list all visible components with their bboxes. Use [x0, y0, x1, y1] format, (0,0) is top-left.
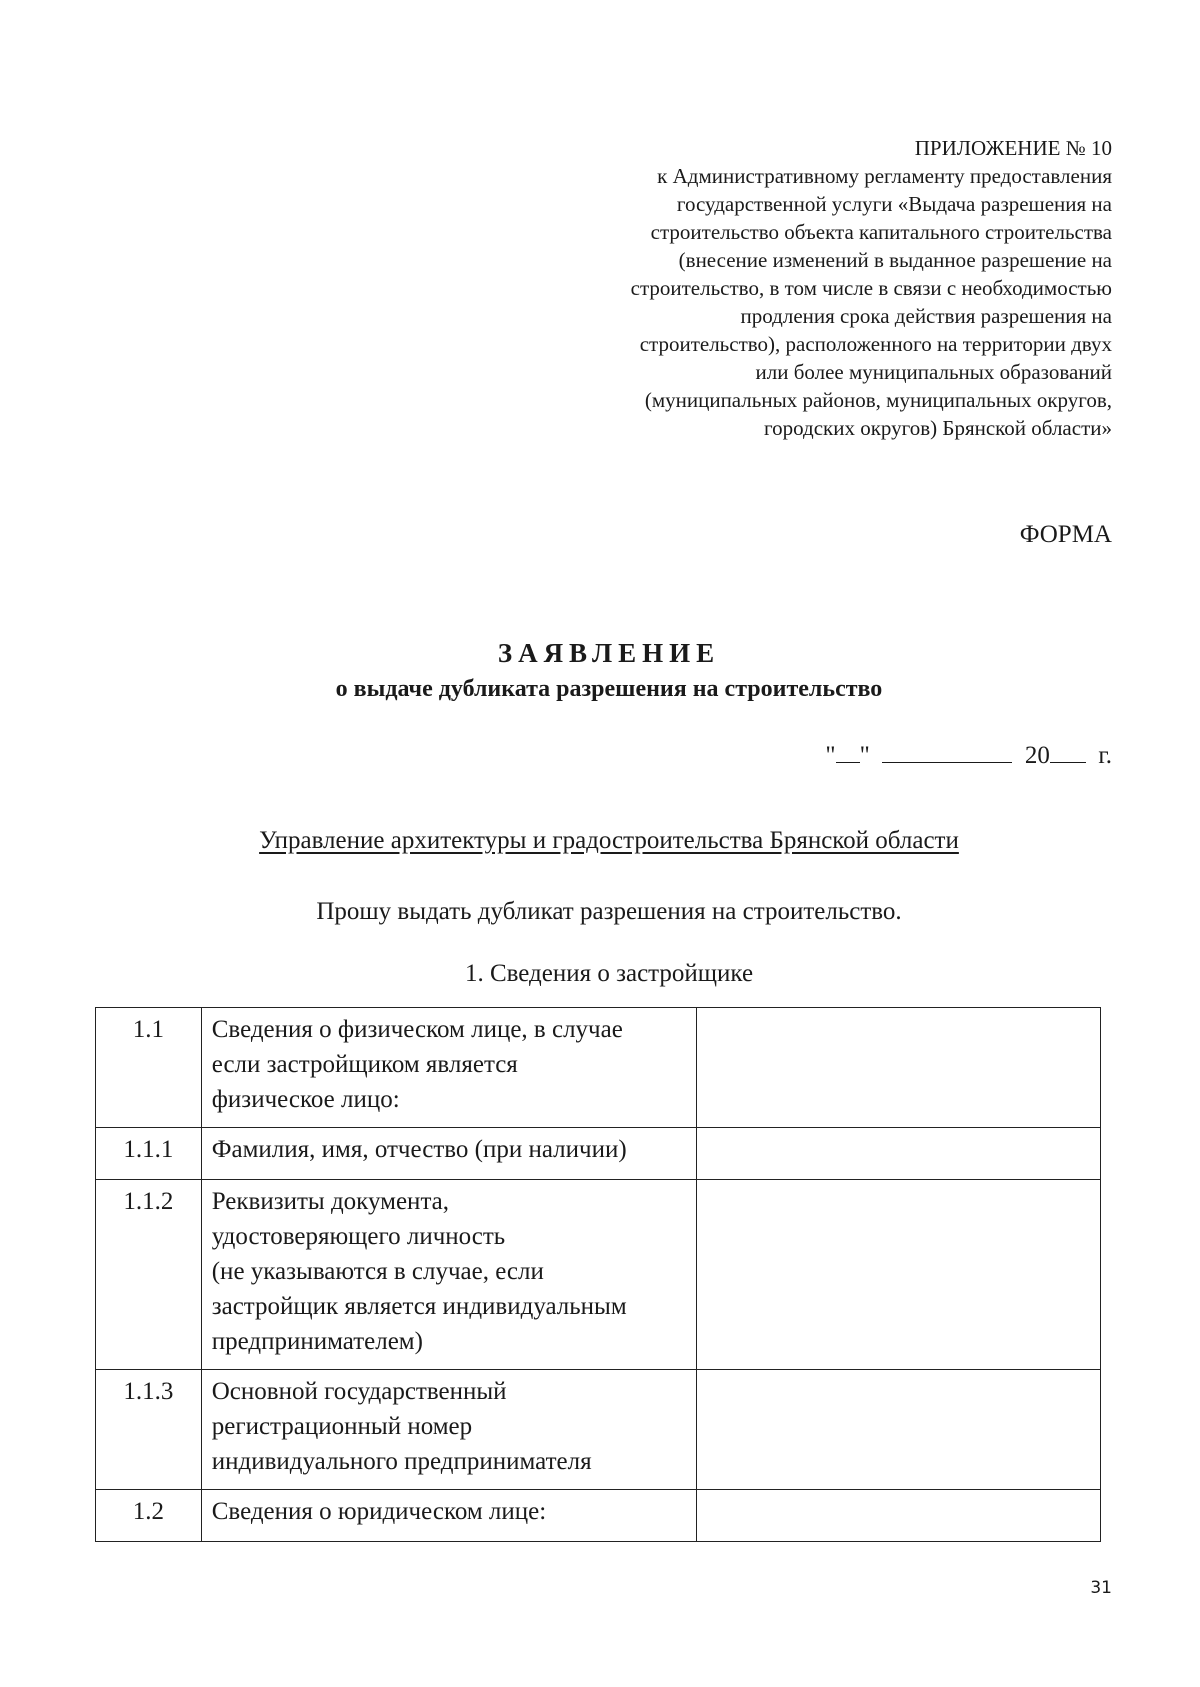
form-label: ФОРМА: [1019, 521, 1112, 548]
row-label-line: Реквизиты документа,: [211, 1188, 450, 1215]
row-value-field[interactable]: [696, 1008, 1100, 1128]
row-label-line: регистрационный номер: [211, 1413, 473, 1440]
appendix-block: [492, 134, 1112, 442]
row-label: [201, 1180, 696, 1370]
page-number: 31: [1090, 1578, 1112, 1598]
appendix-line: (внесение изменений в выданное разрешение на: [678, 248, 1112, 272]
row-label: [201, 1370, 696, 1490]
row-label-line: физическое лицо:: [211, 1086, 400, 1113]
row-number: 1.2: [96, 1490, 202, 1542]
appendix-line: ПРИЛОЖЕНИЕ № 10: [914, 136, 1112, 160]
appendix-line: (муниципальных районов, муниципальных округов,: [644, 388, 1112, 412]
row-label-line: Сведения о юридическом лице:: [211, 1498, 547, 1525]
row-number: 1.1.1: [96, 1128, 202, 1180]
row-label-line: предпринимателем): [211, 1328, 423, 1355]
section-title: 1. Сведения о застройщике: [464, 960, 754, 987]
table-row: [96, 1008, 1101, 1128]
row-label-line: удостоверяющего личность: [211, 1223, 506, 1250]
row-label-line: Сведения о физическом лице, в случае: [211, 1016, 623, 1043]
appendix-line: или более муниципальных образований: [755, 360, 1112, 384]
row-label: [201, 1008, 696, 1128]
row-label: [201, 1490, 696, 1542]
authority-name: Управление архитектуры и градостроительства Брянской области: [259, 827, 959, 854]
table-row: [96, 1128, 1101, 1180]
request-text: Прошу выдать дубликат разрешения на строительство.: [316, 898, 902, 925]
row-label-line: Фамилия, имя, отчество (при наличии): [211, 1136, 627, 1163]
document-subtitle: о выдаче дубликата разрешения на строительство: [335, 676, 883, 702]
table-row: [96, 1370, 1101, 1490]
year-suffix: г.: [1098, 742, 1112, 769]
row-number: 1.1.3: [96, 1370, 202, 1490]
row-number: 1.1: [96, 1008, 202, 1128]
authority-line: [0, 827, 1200, 855]
table-row: [96, 1490, 1101, 1542]
month-blank[interactable]: [882, 740, 1012, 763]
row-label-line: если застройщиком является: [211, 1051, 518, 1078]
appendix-line: строительство), расположенного на территории двух: [639, 332, 1112, 356]
appendix-line: городских округов) Брянской области»: [764, 416, 1112, 440]
appendix-line: к Административному регламенту предоставления: [657, 164, 1112, 188]
date-open-quote: ": [825, 742, 836, 769]
row-label-line: застройщик является индивидуальным: [211, 1293, 627, 1320]
row-label-line: (не указываются в случае, если: [211, 1258, 544, 1285]
row-label: [201, 1128, 696, 1180]
row-label-line: Основной государственный: [211, 1378, 507, 1405]
date-close-quote: ": [859, 742, 870, 769]
appendix-line: строительство, в том числе в связи с необходимостью: [630, 276, 1112, 300]
appendix-line: строительство объекта капитального строительства: [650, 220, 1112, 244]
row-value-field[interactable]: [696, 1128, 1100, 1180]
day-blank[interactable]: [836, 740, 860, 763]
appendix-line: продления срока действия разрешения на: [740, 304, 1112, 328]
row-value-field[interactable]: [696, 1490, 1100, 1542]
appendix-line: государственной услуги «Выдача разрешения на: [676, 192, 1112, 216]
row-value-field[interactable]: [696, 1180, 1100, 1370]
date-line: [825, 740, 1112, 770]
year-prefix: 20: [1024, 742, 1050, 769]
row-label-line: индивидуального предпринимателя: [211, 1448, 592, 1475]
document-title: ЗАЯВЛЕНИЕ: [497, 638, 721, 668]
table-row: [96, 1180, 1101, 1370]
row-number: 1.1.2: [96, 1180, 202, 1370]
year-blank[interactable]: [1050, 740, 1086, 763]
row-value-field[interactable]: [696, 1370, 1100, 1490]
developer-info-table: [95, 1007, 1101, 1542]
